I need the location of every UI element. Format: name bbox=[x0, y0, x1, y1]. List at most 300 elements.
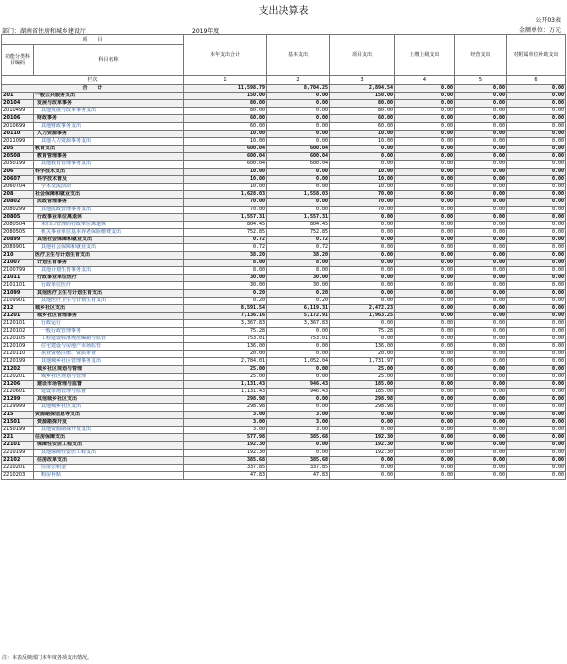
subsidy-cell: 0.00 bbox=[507, 267, 566, 275]
code-cell: 212 bbox=[2, 305, 34, 313]
table-row bbox=[2, 358, 566, 366]
total-cell: 8,591.54 bbox=[184, 305, 267, 313]
subsidy-cell: 0.00 bbox=[507, 85, 566, 93]
total-cell: 10.00 bbox=[184, 138, 267, 146]
code-cell: 221 bbox=[2, 434, 34, 442]
table-row bbox=[2, 350, 566, 358]
upper-cell: 0.00 bbox=[395, 312, 455, 320]
basic-cell: 0.00 bbox=[267, 198, 330, 206]
total-cell: 80.00 bbox=[184, 107, 267, 115]
name-cell bbox=[34, 267, 184, 275]
col-number: 1 bbox=[184, 76, 267, 85]
upper-cell: 0.00 bbox=[395, 381, 455, 389]
project-cell: 185.00 bbox=[330, 381, 395, 389]
project-cell: 0.00 bbox=[330, 282, 395, 290]
name-text: 建设市场管理与监督 bbox=[37, 380, 83, 387]
name-cell bbox=[34, 343, 184, 351]
upper-cell: 0.00 bbox=[395, 396, 455, 404]
project-cell: 60.00 bbox=[330, 115, 395, 123]
subsidy-cell: 0.00 bbox=[507, 381, 566, 389]
name-text: 医疗卫生与计划生育支出 bbox=[35, 251, 91, 258]
total-row bbox=[2, 85, 566, 93]
upper-cell: 0.00 bbox=[395, 457, 455, 465]
basic-cell: 0.00 bbox=[267, 441, 330, 449]
business-cell: 0.00 bbox=[455, 343, 507, 351]
subsidy-cell: 0.00 bbox=[507, 138, 566, 146]
code-cell: 208 bbox=[2, 191, 34, 199]
basic-cell: 0.00 bbox=[267, 350, 330, 358]
subsidy-cell: 0.00 bbox=[507, 388, 566, 396]
table-row bbox=[2, 100, 566, 108]
code-cell: 21501 bbox=[2, 419, 34, 427]
code-header: 功能分类科目编码 bbox=[2, 45, 34, 76]
code-cell: 2089901 bbox=[2, 244, 34, 252]
table-row bbox=[2, 434, 566, 442]
table-row bbox=[2, 373, 566, 381]
col-number: 2 bbox=[267, 76, 330, 85]
table-row bbox=[2, 191, 566, 199]
subsidy-cell: 0.00 bbox=[507, 335, 566, 343]
code-cell: 21011 bbox=[2, 274, 34, 282]
code-cell: 20106 bbox=[2, 115, 34, 123]
business-header: 经营支出 bbox=[455, 35, 507, 76]
business-cell: 0.00 bbox=[455, 312, 507, 320]
project-cell: 0.00 bbox=[330, 274, 395, 282]
project-cell: 0.00 bbox=[330, 153, 395, 161]
name-text: 一般公共服务支出 bbox=[35, 92, 76, 99]
business-cell: 0.00 bbox=[455, 396, 507, 404]
business-cell: 0.00 bbox=[455, 183, 507, 191]
row-label-header: 栏次 bbox=[2, 76, 184, 85]
name-cell bbox=[34, 472, 184, 480]
name-cell bbox=[34, 290, 184, 298]
upper-cell: 0.00 bbox=[395, 138, 455, 146]
business-cell: 0.00 bbox=[455, 419, 507, 427]
project-cell: 0.00 bbox=[330, 411, 395, 419]
project-cell: 0.00 bbox=[330, 472, 395, 480]
business-cell: 0.00 bbox=[455, 282, 507, 290]
total-cell: 385.68 bbox=[184, 457, 267, 465]
project-cell: 10.00 bbox=[330, 176, 395, 184]
table-row bbox=[2, 449, 566, 457]
table-row bbox=[2, 441, 566, 449]
subsidy-cell: 0.00 bbox=[507, 198, 566, 206]
name-cell bbox=[34, 107, 184, 115]
total-cell: 600.04 bbox=[184, 160, 267, 168]
upper-cell: 0.00 bbox=[395, 236, 455, 244]
project-header: 项目支出 bbox=[330, 35, 395, 76]
total-cell: 1,131.43 bbox=[184, 381, 267, 389]
code-cell: 20607 bbox=[2, 176, 34, 184]
subsidy-cell: 0.00 bbox=[507, 176, 566, 184]
code-cell: 2120201 bbox=[2, 373, 34, 381]
name-text: 社会保障和就业支出 bbox=[35, 190, 81, 197]
table-row bbox=[2, 244, 566, 252]
name-cell bbox=[34, 350, 184, 358]
table-row bbox=[2, 328, 566, 336]
name-text: 住房改革支出 bbox=[37, 456, 68, 463]
code-cell: 2210203 bbox=[2, 472, 34, 480]
table-row bbox=[2, 145, 566, 153]
basic-cell: 0.00 bbox=[267, 328, 330, 336]
total-cell: 60.00 bbox=[184, 115, 267, 123]
table-row bbox=[2, 130, 566, 138]
total-cell: 577.98 bbox=[184, 434, 267, 442]
upper-cell: 0.00 bbox=[395, 191, 455, 199]
code-cell: 20508 bbox=[2, 153, 34, 161]
total-cell: 10.00 bbox=[184, 176, 267, 184]
upper-cell: 0.00 bbox=[395, 365, 455, 373]
upper-cell: 0.00 bbox=[395, 153, 455, 161]
project-cell: 0.00 bbox=[330, 297, 395, 305]
project-cell: 185.00 bbox=[330, 388, 395, 396]
basic-cell: 3,367.83 bbox=[267, 320, 330, 328]
code-cell: 21299 bbox=[2, 396, 34, 404]
basic-cell: 0.00 bbox=[267, 168, 330, 176]
name-text: 资源勘探信息等支出 bbox=[35, 411, 81, 418]
upper-cell: 0.00 bbox=[395, 290, 455, 298]
subsidy-cell: 0.00 bbox=[507, 145, 566, 153]
name-text: 城乡社区支出 bbox=[35, 304, 66, 311]
business-cell: 0.00 bbox=[455, 297, 507, 305]
name-text: 教育支出 bbox=[35, 145, 56, 152]
unit-label: 金额单位：万元 bbox=[518, 27, 561, 34]
upper-cell: 0.00 bbox=[395, 214, 455, 222]
code-cell: 2210201 bbox=[2, 464, 34, 472]
subsidy-cell: 0.00 bbox=[507, 229, 566, 237]
upper-cell: 0.00 bbox=[395, 426, 455, 434]
upper-cell: 0.00 bbox=[395, 259, 455, 267]
name-text: 城乡社区规划与管理 bbox=[37, 365, 83, 372]
business-cell: 0.00 bbox=[455, 434, 507, 442]
name-cell bbox=[34, 434, 184, 442]
table-row bbox=[2, 381, 566, 389]
project-cell: 192.30 bbox=[330, 441, 395, 449]
business-cell: 0.00 bbox=[455, 365, 507, 373]
basic-cell: 1,557.31 bbox=[267, 214, 330, 222]
basic-cell: 0.00 bbox=[267, 183, 330, 191]
table-row bbox=[2, 297, 566, 305]
name-cell bbox=[34, 145, 184, 153]
name-text: 未归口管理的行政单位离退休 bbox=[41, 221, 107, 228]
basic-cell: 0.00 bbox=[267, 403, 330, 411]
basic-cell: 600.04 bbox=[267, 153, 330, 161]
form-code: 公开03表 bbox=[535, 17, 561, 24]
upper-cell: 0.00 bbox=[395, 343, 455, 351]
name-cell bbox=[34, 92, 184, 100]
business-cell: 0.00 bbox=[455, 350, 507, 358]
business-cell: 0.00 bbox=[455, 328, 507, 336]
total-cell: 80.00 bbox=[184, 100, 267, 108]
name-text: 人力资源事务 bbox=[37, 130, 68, 137]
name-cell bbox=[34, 138, 184, 146]
upper-header: 上缴上级支出 bbox=[395, 35, 455, 76]
name-text: 工程建设标准规范编制与监管 bbox=[41, 335, 107, 342]
subsidy-cell: 0.00 bbox=[507, 312, 566, 320]
business-cell: 0.00 bbox=[455, 449, 507, 457]
project-cell: 298.98 bbox=[330, 396, 395, 404]
upper-cell: 0.00 bbox=[395, 358, 455, 366]
total-cell: 1,557.31 bbox=[184, 214, 267, 222]
business-cell: 0.00 bbox=[455, 122, 507, 130]
basic-cell: 47.83 bbox=[267, 472, 330, 480]
project-cell: 0.00 bbox=[330, 236, 395, 244]
name-cell bbox=[34, 259, 184, 267]
subsidy-cell: 0.00 bbox=[507, 168, 566, 176]
total-cell: 337.85 bbox=[184, 464, 267, 472]
business-cell: 0.00 bbox=[455, 236, 507, 244]
basic-cell: 946.43 bbox=[267, 381, 330, 389]
upper-cell: 0.00 bbox=[395, 434, 455, 442]
year-label: 2019年度 bbox=[192, 28, 220, 35]
upper-cell: 0.00 bbox=[395, 176, 455, 184]
name-text: 建设市场管理与监督 bbox=[41, 388, 87, 395]
code-cell: 21206 bbox=[2, 381, 34, 389]
total-cell: 0.20 bbox=[184, 297, 267, 305]
upper-cell: 0.00 bbox=[395, 107, 455, 115]
business-cell: 0.00 bbox=[455, 411, 507, 419]
total-cell: 38.20 bbox=[184, 252, 267, 260]
basic-cell: 753.01 bbox=[267, 335, 330, 343]
table-row bbox=[2, 183, 566, 191]
col-number: 3 bbox=[330, 76, 395, 85]
code-cell: 2080505 bbox=[2, 229, 34, 237]
project-cell: 298.98 bbox=[330, 403, 395, 411]
upper-cell: 0.00 bbox=[395, 229, 455, 237]
name-cell bbox=[34, 419, 184, 427]
upper-cell: 0.00 bbox=[395, 320, 455, 328]
name-text: 教育管理事务 bbox=[37, 152, 68, 159]
code-cell: 22102 bbox=[2, 457, 34, 465]
upper-cell: 0.00 bbox=[395, 472, 455, 480]
name-text: 住房保障支出 bbox=[35, 433, 66, 440]
project-cell: 150.00 bbox=[330, 92, 395, 100]
name-cell bbox=[34, 122, 184, 130]
name-text: 财政事务 bbox=[37, 114, 58, 121]
total-cell: 75.28 bbox=[184, 328, 267, 336]
project-cell: 25.00 bbox=[330, 365, 395, 373]
basic-cell: 0.00 bbox=[267, 100, 330, 108]
name-cell bbox=[34, 320, 184, 328]
subsidy-cell: 0.00 bbox=[507, 358, 566, 366]
subsidy-cell: 0.00 bbox=[507, 191, 566, 199]
subsidy-cell: 0.00 bbox=[507, 396, 566, 404]
total-cell: 753.01 bbox=[184, 335, 267, 343]
subsidy-cell: 0.00 bbox=[507, 297, 566, 305]
footer-note: 注：本表反映部门本年度各项支出情况。 bbox=[2, 655, 93, 661]
code-cell: 2080504 bbox=[2, 221, 34, 229]
business-cell: 0.00 bbox=[455, 160, 507, 168]
business-cell: 0.00 bbox=[455, 388, 507, 396]
name-cell bbox=[34, 373, 184, 381]
name-cell bbox=[34, 168, 184, 176]
page-title: 支出决算表 bbox=[258, 6, 309, 17]
basic-cell: 0.00 bbox=[267, 343, 330, 351]
code-cell: 2101101 bbox=[2, 282, 34, 290]
basic-cell: 38.20 bbox=[267, 252, 330, 260]
business-cell: 0.00 bbox=[455, 206, 507, 214]
project-cell: 0.00 bbox=[330, 214, 395, 222]
total-cell: 10.00 bbox=[184, 168, 267, 176]
basic-cell: 8.00 bbox=[267, 267, 330, 275]
project-cell: 0.00 bbox=[330, 259, 395, 267]
name-cell bbox=[34, 358, 184, 366]
upper-cell: 0.00 bbox=[395, 100, 455, 108]
name-cell bbox=[34, 388, 184, 396]
basic-cell: 0.00 bbox=[267, 176, 330, 184]
project-cell: 0.00 bbox=[330, 464, 395, 472]
table-row bbox=[2, 419, 566, 427]
project-cell: 136.00 bbox=[330, 343, 395, 351]
table-row bbox=[2, 320, 566, 328]
subsidy-cell: 0.00 bbox=[507, 115, 566, 123]
total-cell: 47.83 bbox=[184, 472, 267, 480]
table-row bbox=[2, 472, 566, 480]
basic-cell: 8,704.25 bbox=[267, 85, 330, 93]
subsidy-cell: 0.00 bbox=[507, 365, 566, 373]
subsidy-cell: 0.00 bbox=[507, 274, 566, 282]
code-cell: 2120105 bbox=[2, 335, 34, 343]
basic-cell: 385.68 bbox=[267, 434, 330, 442]
business-cell: 0.00 bbox=[455, 441, 507, 449]
table-row bbox=[2, 267, 566, 275]
upper-cell: 0.00 bbox=[395, 373, 455, 381]
table-row bbox=[2, 236, 566, 244]
name-text: 行政事业单位医疗 bbox=[37, 274, 78, 281]
project-cell: 10.00 bbox=[330, 138, 395, 146]
table-row bbox=[2, 396, 566, 404]
table-row bbox=[2, 160, 566, 168]
total-cell: 10.00 bbox=[184, 183, 267, 191]
project-cell: 0.00 bbox=[330, 160, 395, 168]
name-text: 其他计划生育事务支出 bbox=[41, 266, 92, 273]
subsidy-cell: 0.00 bbox=[507, 160, 566, 168]
basic-cell: 0.00 bbox=[267, 130, 330, 138]
table-row bbox=[2, 138, 566, 146]
code-cell: 2120199 bbox=[2, 358, 34, 366]
project-cell: 70.00 bbox=[330, 206, 395, 214]
table-row bbox=[2, 426, 566, 434]
code-cell: 2080299 bbox=[2, 206, 34, 214]
name-cell bbox=[34, 381, 184, 389]
name-cell bbox=[34, 312, 184, 320]
name-text: 住宅建设与房地产市场监管 bbox=[41, 342, 102, 349]
upper-cell: 0.00 bbox=[395, 145, 455, 153]
upper-cell: 0.00 bbox=[395, 297, 455, 305]
table-row bbox=[2, 305, 566, 313]
business-cell: 0.00 bbox=[455, 198, 507, 206]
table-row bbox=[2, 115, 566, 123]
project-cell: 10.00 bbox=[330, 183, 395, 191]
code-cell: 20802 bbox=[2, 198, 34, 206]
name-text: 其他人力资源事务支出 bbox=[41, 137, 92, 144]
table-row bbox=[2, 411, 566, 419]
code-cell: 20104 bbox=[2, 100, 34, 108]
table-row bbox=[2, 457, 566, 465]
total-cell: 298.98 bbox=[184, 403, 267, 411]
code-cell: 2011099 bbox=[2, 138, 34, 146]
business-cell: 0.00 bbox=[455, 100, 507, 108]
subsidy-cell: 0.00 bbox=[507, 221, 566, 229]
table-row bbox=[2, 221, 566, 229]
name-text: 一般行政管理事务 bbox=[41, 327, 82, 334]
name-header: 科目名称 bbox=[34, 45, 184, 76]
name-text: 其他资源勘探开发支出 bbox=[41, 426, 92, 433]
project-cell: 0.00 bbox=[330, 457, 395, 465]
code-cell: 20899 bbox=[2, 236, 34, 244]
total-cell: 0.72 bbox=[184, 244, 267, 252]
project-cell: 20.00 bbox=[330, 350, 395, 358]
basic-cell: 3.00 bbox=[267, 419, 330, 427]
name-text: 科学技术支出 bbox=[35, 168, 66, 175]
project-cell: 70.00 bbox=[330, 198, 395, 206]
project-cell: 1,731.97 bbox=[330, 358, 395, 366]
business-cell: 0.00 bbox=[455, 92, 507, 100]
business-cell: 0.00 bbox=[455, 191, 507, 199]
total-cell: 8.00 bbox=[184, 259, 267, 267]
table-row bbox=[2, 92, 566, 100]
upper-cell: 0.00 bbox=[395, 160, 455, 168]
project-cell: 75.28 bbox=[330, 328, 395, 336]
project-cell: 0.00 bbox=[330, 267, 395, 275]
project-cell: 0.00 bbox=[330, 244, 395, 252]
project-cell: 0.00 bbox=[330, 335, 395, 343]
table-row bbox=[2, 214, 566, 222]
total-cell: 8.00 bbox=[184, 267, 267, 275]
total-cell: 30.00 bbox=[184, 274, 267, 282]
project-cell: 10.00 bbox=[330, 130, 395, 138]
table-row bbox=[2, 343, 566, 351]
basic-cell: 337.85 bbox=[267, 464, 330, 472]
code-cell: 2109901 bbox=[2, 297, 34, 305]
upper-cell: 0.00 bbox=[395, 183, 455, 191]
name-cell bbox=[34, 229, 184, 237]
table-row bbox=[2, 335, 566, 343]
business-cell: 0.00 bbox=[455, 221, 507, 229]
subsidy-cell: 0.00 bbox=[507, 457, 566, 465]
total-cell: 10.00 bbox=[184, 130, 267, 138]
upper-cell: 0.00 bbox=[395, 122, 455, 130]
subsidy-cell: 0.00 bbox=[507, 403, 566, 411]
subsidy-cell: 0.00 bbox=[507, 107, 566, 115]
subsidy-cell: 0.00 bbox=[507, 426, 566, 434]
name-cell bbox=[34, 191, 184, 199]
total-cell: 25.00 bbox=[184, 365, 267, 373]
name-cell bbox=[34, 221, 184, 229]
name-text: 机关事业单位基本养老保险缴费支出 bbox=[41, 228, 122, 235]
name-cell bbox=[34, 426, 184, 434]
code-cell: 2120109 bbox=[2, 343, 34, 351]
upper-cell: 0.00 bbox=[395, 464, 455, 472]
code-cell: 2210199 bbox=[2, 449, 34, 457]
business-cell: 0.00 bbox=[455, 130, 507, 138]
upper-cell: 0.00 bbox=[395, 115, 455, 123]
business-cell: 0.00 bbox=[455, 153, 507, 161]
table-row bbox=[2, 464, 566, 472]
business-cell: 0.00 bbox=[455, 426, 507, 434]
name-cell bbox=[34, 214, 184, 222]
basic-cell: 946.43 bbox=[267, 388, 330, 396]
basic-cell: 0.00 bbox=[267, 365, 330, 373]
name-cell bbox=[34, 449, 184, 457]
subsidy-cell: 0.00 bbox=[507, 441, 566, 449]
name-text: 保障性安居工程支出 bbox=[37, 441, 83, 448]
upper-cell: 0.00 bbox=[395, 305, 455, 313]
upper-cell: 0.00 bbox=[395, 244, 455, 252]
total-label: 合 计 bbox=[2, 85, 184, 93]
name-cell bbox=[34, 176, 184, 184]
upper-cell: 0.00 bbox=[395, 403, 455, 411]
